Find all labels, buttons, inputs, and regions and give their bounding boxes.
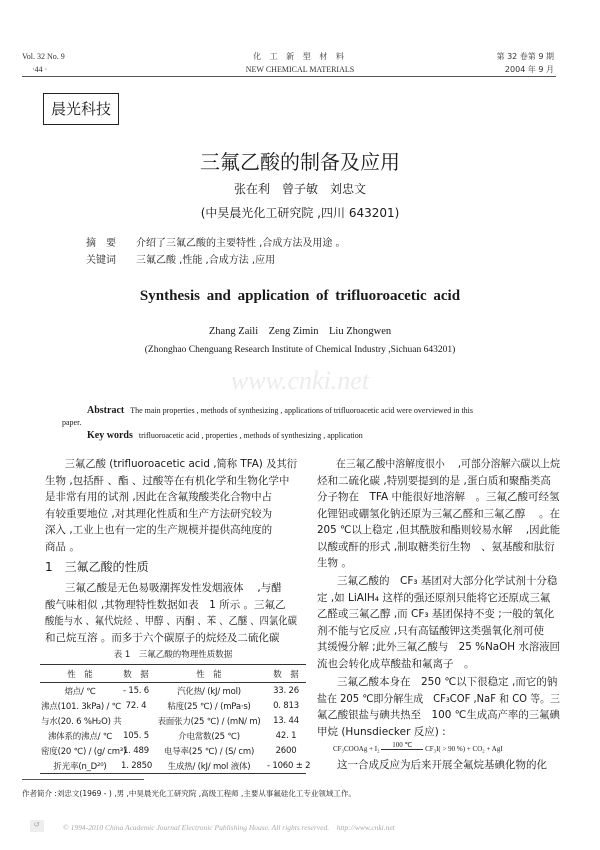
text-line: 商品 。 — [45, 540, 80, 553]
text-line: 化锂铝或硼氢化钠还原为三氟乙醛和三氟乙醇 。在 — [317, 507, 560, 520]
text-line: 酸能与水 、氟代烷烃 、甲醇 、丙酮 、苯 、乙醚 、四氯化碳 — [45, 615, 298, 627]
text-line: 生物 ,包括酐 、酯 、过酸等在有机化学和生物化学中 — [45, 474, 290, 487]
text-line: 在三氟乙酸中溶解度很小 ,可部分溶解六碳以上烷 — [335, 458, 560, 470]
table-cell: 42. 1 — [275, 730, 297, 741]
right-para-2 — [317, 573, 563, 672]
table-row — [40, 683, 306, 699]
abstract-en-label: Abstract — [87, 405, 125, 416]
affiliation-cn: (中昊晨光化工研究院 ,四川 643201) — [200, 206, 400, 220]
table-row — [40, 758, 306, 774]
header-rule — [22, 76, 556, 77]
abstract-en — [87, 405, 473, 416]
left-para-2 — [45, 580, 328, 646]
table-cell — [120, 713, 152, 728]
keywords-cn-text: 三氟乙酸 ,性能 ,合成方法 ,应用 — [136, 255, 276, 266]
abstract-en-line2: paper. — [62, 418, 82, 427]
table-cell: 粘度(25 ℃) / (mPa·s) — [167, 701, 251, 712]
affiliation-en: (Zhonghao Chenguang Research Institute of Chemical Industry ,Sichuan 643201) — [144, 345, 456, 355]
table-row — [40, 743, 306, 758]
text-line: 定 ,如 LiAlH₄ 这样的强还原剂只能将它还原成三氟 — [317, 591, 551, 604]
section-heading-1: 1 三氟乙酸的性质 — [45, 560, 149, 574]
column-box: 晨光科技 — [43, 93, 119, 125]
text-line: 这一合成反应为后来开展全氟烷基碘化物的化 — [337, 759, 547, 771]
abstract-en-text: The main properties , methods of synthesizing , applications of trifluoroacetic acid were overviewed in this — [130, 406, 474, 415]
text-line: 烃和二硫化碳 ,特别要提到的是 ,蛋白质和聚酯类高 — [317, 474, 551, 487]
table-cell: 13. 44 — [273, 715, 299, 726]
table-cell: 2600 — [275, 745, 297, 756]
equation-reactants: CF₃COOAg + I₂ — [333, 745, 380, 753]
text-line: 和己烷互溶 。而多于六个碳原子的烷烃及二硫化碳 — [45, 631, 280, 644]
table-caption: 表 1 三氟乙酸的物理性质数据 — [113, 650, 233, 660]
reaction-condition: 100 ℃ — [392, 740, 413, 749]
author-footnote: 作者简介 :刘忠文(1969 - ) ,男 ,中昊晨光化工研究院 ,高级工程师 ,主要从事氟硅化工专业领域工作。 — [22, 789, 356, 798]
title-cn: 三氟乙酸的制备及应用 — [200, 150, 400, 174]
table-cell: 72. 4 — [125, 700, 147, 711]
authors-en: Zhang Zaili Zeng Zimin Liu Zhongwen — [208, 326, 392, 337]
table-cell: 沸体系的沸点/ ℃ — [47, 731, 113, 742]
footnote-rule — [22, 779, 144, 780]
text-line: 深入 ,工业上也有一定的生产规模并提供高纯度的 — [45, 524, 273, 536]
table-header: 数 据 — [266, 665, 306, 683]
left-para-1 — [45, 456, 301, 555]
abstract-cn — [86, 234, 346, 249]
text-line: 盐在 205 ℃即分解生成 CF₃COF ,NaF 和 CO 等。三 — [317, 692, 561, 705]
table-row — [40, 728, 306, 743]
table-cell: 介电常数(25 ℃) — [178, 731, 240, 742]
table-row — [40, 713, 306, 728]
date-cn: 2004 年 9 月 — [504, 65, 554, 74]
table-cell: - 15. 6 — [123, 685, 149, 696]
reaction-arrow — [381, 740, 423, 750]
table-cell: 电导率(25 ℃) / (S/ cm) — [163, 746, 255, 757]
cnki-logo-icon: ↺ — [30, 820, 44, 832]
text-line: 205 ℃以上稳定 ,但其酰胺和酯则较易水解 ,因此能 — [317, 524, 561, 536]
keywords-cn-label: 关键词 — [86, 255, 116, 266]
keywords-en — [87, 430, 363, 441]
text-line: 剂不能与它反应 ,只有高锰酸钾这类强氧化剂可使 — [317, 624, 545, 637]
table-cell: 0. 813 — [273, 700, 299, 711]
text-line: 是非常有用的试剂 ,因此在含氟羧酸类化合物中占 — [45, 491, 273, 503]
text-line: 氟乙酸银盐与碘共热至 100 ℃生成高产率的三氟碘 — [317, 709, 560, 721]
table-cell: 沸点(101. 3kPa) / ℃ — [41, 701, 121, 712]
right-para-1 — [317, 456, 575, 572]
text-line: 其缓慢分解 ;此外三氟乙酸与 25 %NaOH 水溶液回 — [317, 641, 560, 653]
keywords-en-text: trifluoroacetic acid , properties , methods of synthesizing , application — [138, 431, 363, 440]
table-header: 性 能 — [40, 665, 120, 683]
text-line: 甲烷 (Hunsdiecker 反应) : — [317, 725, 446, 738]
text-line: 三氟乙酸 (trifluoroacetic acid ,简称 TFA) 及其衍 — [64, 458, 298, 470]
issue-cn: 第 32 卷第 9 期 — [496, 52, 554, 61]
table-cell: 汽化热/ (kJ/ mol) — [177, 686, 241, 697]
table-cell: 生成热/ (kJ/ mol 液体) — [152, 758, 266, 774]
keywords-en-label: Key words — [87, 430, 133, 441]
authors-cn: 张在利 曾子敏 刘忠文 — [233, 182, 366, 196]
journal-name-en: NEW CHEMICAL MATERIALS — [245, 65, 355, 74]
right-para-3 — [317, 674, 573, 740]
table-row — [40, 698, 306, 713]
equation-products: CF₃I( > 90 %) + CO₂ + AgI — [425, 745, 503, 753]
abstract-cn-text: 介绍了三氟乙酸的主要特性 ,合成方法及用途 。 — [136, 238, 346, 249]
table-cell: 33. 26 — [273, 685, 299, 696]
text-line: 乙醛或三氟乙醇 ,而 CF₃ 基团保持不变 ;一般的氧化 — [317, 608, 555, 620]
text-line: 流也会转化成草酸盐和氟离子 。 — [317, 657, 475, 670]
text-line: 酸气味相似 ,其物理特性数据如表 1 所示 。三氟乙 — [45, 598, 286, 611]
abstract-cn-label: 摘 要 — [86, 238, 116, 249]
table-cell: 105. 5 — [123, 730, 149, 741]
text-line: 有较重要地位 ,对其理化性质和生产方法研究较为 — [45, 507, 273, 520]
reaction-equation — [333, 740, 503, 754]
text-line: 三氟乙酸本身在 250 ℃以下很稳定 ,而它的钠 — [337, 676, 558, 688]
table-header: 数 据 — [120, 665, 152, 683]
table-header-row — [40, 665, 306, 683]
table-cell: 密度(20 ℃) / (g/ cm³) — [41, 746, 127, 757]
text-line: 分子物在 TFA 中能很好地溶解 。三氟乙酸可经氢 — [317, 491, 560, 503]
journal-name-cn: 化 工 新 型 材 料 — [253, 52, 347, 61]
table-cell: 熔点/ ℃ — [64, 686, 96, 697]
table-cell: 1. 489 — [123, 745, 149, 756]
table-cell: 折光率(n_D²⁰) — [40, 758, 120, 774]
copyright-footer: © 1994-2010 China Academic Journal Electronic Publishing House. All rights reserved. http://www.cnki.net — [63, 823, 395, 832]
properties-table — [40, 664, 311, 774]
right-para-4 — [317, 757, 547, 774]
table-cell: 1. 2850 — [120, 758, 152, 774]
table-header: 性 能 — [152, 665, 266, 683]
text-line: 以酸或酐的形式 ,制取糖类衍生物 、氨基酸和肽衍 — [317, 540, 555, 553]
page-number: ·44 · — [32, 65, 48, 74]
volume-number: Vol. 32 No. 9 — [22, 52, 65, 61]
table-cell: 与水(20. 6 %H₂O) 共 — [41, 716, 122, 727]
text-line: 生物 。 — [317, 557, 352, 569]
text-line: 三氟乙酸是无色易吸潮挥发性发烟液体 ,与醋 — [65, 582, 282, 594]
table-cell: 表面张力(25 ℃) / (mN/ m) — [157, 716, 261, 727]
title-en: Synthesis and application of trifluoroacetic acid — [139, 288, 461, 304]
table-cell: - 1060 ± 2 — [266, 758, 306, 774]
watermark: www.cnki.net — [230, 366, 370, 395]
keywords-cn — [86, 251, 275, 266]
text-line: 三氟乙酸的 CF₃ 基团对大部分化学试剂十分稳 — [337, 575, 558, 587]
